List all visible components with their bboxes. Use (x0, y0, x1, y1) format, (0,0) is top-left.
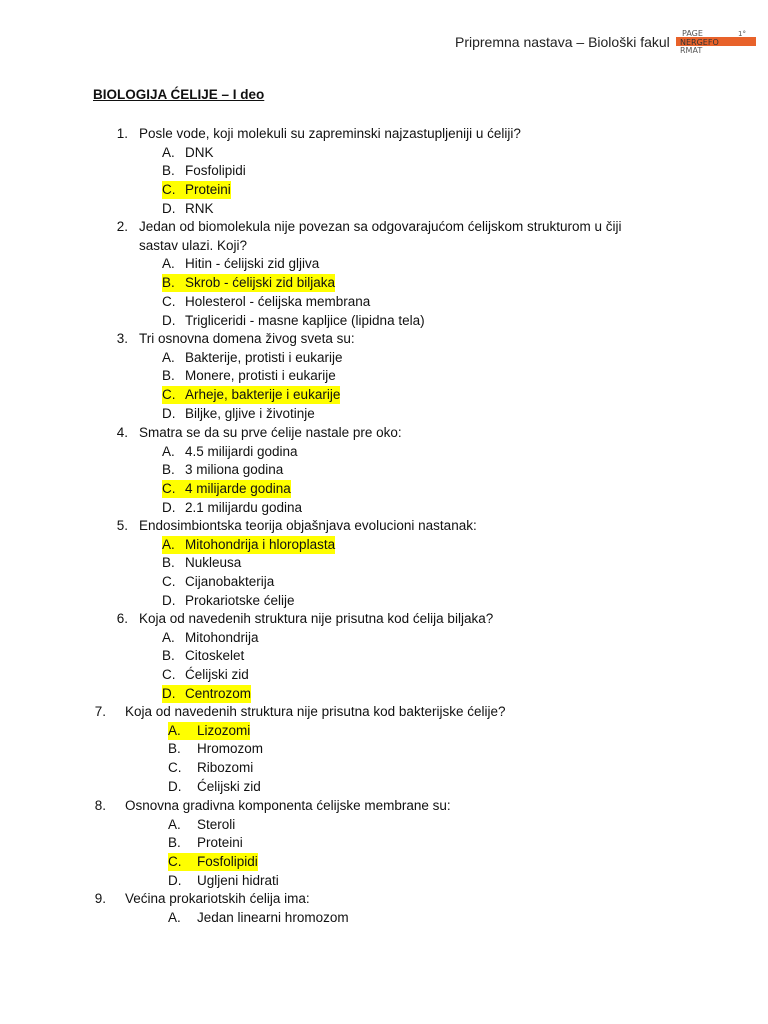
answer-content (168, 872, 279, 890)
answer-content (162, 461, 283, 479)
answer-content (162, 255, 319, 273)
answer-content (162, 443, 298, 461)
answer-content (162, 144, 214, 162)
option-text: Centrozom (185, 685, 252, 701)
option-text: Jedan linearni hromozom (197, 909, 349, 925)
option-letter: D. (162, 312, 176, 328)
option-text: Monere, protisti i eukarije (185, 368, 336, 384)
answer-content (162, 312, 425, 330)
answer-content (162, 592, 295, 610)
question-number: 5. (116, 518, 128, 533)
option-letter: D. (168, 872, 182, 888)
option-text: Ugljeni hidrati (197, 872, 279, 888)
option-text: Bakterije, protisti i eukarije (185, 349, 343, 365)
question-text: Koja od navedenih struktura nije prisutna kod ćelija biljaka? (139, 611, 494, 626)
option-text: Biljke, gljive i životinje (185, 405, 315, 421)
option-letter: A. (162, 536, 175, 552)
answer-content (168, 778, 261, 796)
logo-line1: PAGE (682, 29, 703, 38)
question-text: Smatra se da su prve ćelije nastale pre oko: (139, 425, 402, 440)
answer-content (162, 162, 246, 180)
option-text: Proteini (197, 835, 243, 851)
answer-content (168, 909, 349, 927)
option-text: 4.5 milijardi godina (185, 443, 298, 459)
option-letter: A. (162, 144, 175, 160)
answer-content (168, 834, 243, 852)
option-text: Fosfolipidi (185, 163, 246, 179)
option-text: Arheje, bakterije i eukarije (185, 387, 341, 403)
option-letter: B. (162, 648, 175, 664)
correct-answer-highlight (168, 853, 258, 871)
option-letter: A. (168, 816, 181, 832)
question-number: 2. (116, 219, 128, 234)
question-number: 4. (116, 425, 128, 440)
answer-content (162, 647, 244, 665)
option-text: Prokariotske ćelije (185, 592, 295, 608)
question-text: Osnovna gradivna komponenta ćelijske membrane su: (125, 798, 451, 813)
answer-content (162, 405, 315, 423)
option-text: Holesterol - ćelijska membrana (185, 293, 371, 309)
option-text: Mitohondrija i hloroplasta (185, 536, 336, 552)
question-number: 6. (116, 611, 128, 626)
answer-content (168, 816, 235, 834)
option-letter: A. (168, 909, 181, 925)
answer-content (162, 293, 370, 311)
answer-content (168, 759, 253, 777)
answer-content (162, 666, 249, 684)
question-number: 3. (116, 331, 128, 346)
question-number: 9. (94, 891, 106, 906)
option-letter: C. (162, 481, 176, 497)
answer-content (162, 629, 259, 647)
answer-content (162, 554, 241, 572)
svg-text:1°: 1° (738, 30, 746, 38)
option-text: Ćelijski zid (197, 778, 261, 794)
correct-answer-highlight (162, 536, 335, 554)
option-letter: C. (162, 574, 176, 590)
question-number: 1. (116, 126, 128, 141)
option-text: RNK (185, 200, 214, 216)
question-text: Posle vode, koji molekuli su zapreminski najzastupljeniji u ćeliji? (139, 126, 521, 141)
answer-content (168, 740, 263, 758)
option-letter: A. (162, 629, 175, 645)
option-text: Citoskelet (185, 648, 245, 664)
logo-line3: RMAT (680, 46, 703, 54)
option-letter: D. (162, 200, 176, 216)
option-text: 3 miliona godina (185, 462, 284, 478)
option-text: DNK (185, 144, 214, 160)
question-text: Tri osnovna domena živog sveta su: (139, 331, 355, 346)
option-letter: A. (168, 722, 181, 738)
question-number: 7. (94, 704, 106, 719)
option-text: Nukleusa (185, 555, 242, 571)
option-letter: B. (162, 275, 175, 291)
option-letter: A. (162, 256, 175, 272)
option-letter: C. (162, 182, 176, 198)
option-text: Mitohondrija (185, 629, 259, 645)
correct-answer-highlight (162, 274, 335, 292)
option-letter: A. (162, 349, 175, 365)
publisher-logo (676, 28, 758, 54)
option-text: Ribozomi (197, 760, 254, 776)
option-text: Trigliceridi - masne kapljice (lipidna tela) (185, 312, 425, 328)
option-letter: B. (168, 741, 181, 757)
option-letter: B. (162, 555, 175, 571)
answer-content (162, 367, 336, 385)
option-letter: D. (162, 499, 176, 515)
option-letter: D. (162, 592, 176, 608)
option-text: Hitin - ćelijski zid gljiva (185, 256, 320, 272)
correct-answer-highlight (162, 181, 231, 199)
question-text: Jedan od biomolekula nije povezan sa odgovarajućom ćelijskom strukturom u čiji (139, 219, 622, 234)
logo-line2: NERGEFO (680, 38, 719, 47)
option-letter: B. (162, 462, 175, 478)
question-number: 8. (94, 798, 106, 813)
option-letter: C. (162, 387, 176, 403)
answer-content (162, 349, 343, 367)
option-text: Skrob - ćelijski zid biljaka (185, 275, 336, 291)
option-letter: B. (168, 835, 181, 851)
option-letter: D. (162, 685, 176, 701)
option-letter: C. (168, 760, 182, 776)
correct-answer-highlight (162, 386, 340, 404)
option-text: Lizozomi (197, 722, 251, 738)
option-text: Fosfolipidi (197, 854, 258, 870)
option-letter: C. (162, 667, 176, 683)
correct-answer-highlight (168, 722, 250, 740)
option-text: 4 milijarde godina (185, 481, 291, 497)
question-text: Koja od navedenih struktura nije prisutna kod bakterijske ćelije? (125, 704, 506, 719)
question-text: Većina prokariotskih ćelija ima: (125, 891, 310, 906)
option-text: Hromozom (197, 741, 264, 757)
answer-content (162, 499, 302, 517)
answer-content (162, 200, 214, 218)
option-text: 2.1 milijardu godina (185, 499, 303, 515)
option-letter: D. (162, 405, 176, 421)
option-letter: B. (162, 368, 175, 384)
option-letter: C. (168, 854, 182, 870)
option-letter: A. (162, 443, 175, 459)
correct-answer-highlight (162, 685, 251, 703)
correct-answer-highlight (162, 480, 291, 498)
option-text: Steroli (197, 816, 236, 832)
option-text: Ćelijski zid (185, 667, 249, 683)
page-header: Pripremna nastava – Biološki fakul (455, 34, 670, 50)
question-text: Endosimbiontska teorija objašnjava evolucioni nastanak: (139, 518, 477, 533)
option-text: Proteini (185, 182, 231, 198)
answer-content (162, 573, 274, 591)
option-letter: C. (162, 293, 176, 309)
document-title: BIOLOGIJA ĆELIJE – I deo (93, 87, 265, 102)
option-letter: D. (168, 778, 182, 794)
question-text-continued: sastav ulazi. Koji? (139, 237, 248, 253)
option-text: Cijanobakterija (185, 574, 275, 590)
option-letter: B. (162, 163, 175, 179)
